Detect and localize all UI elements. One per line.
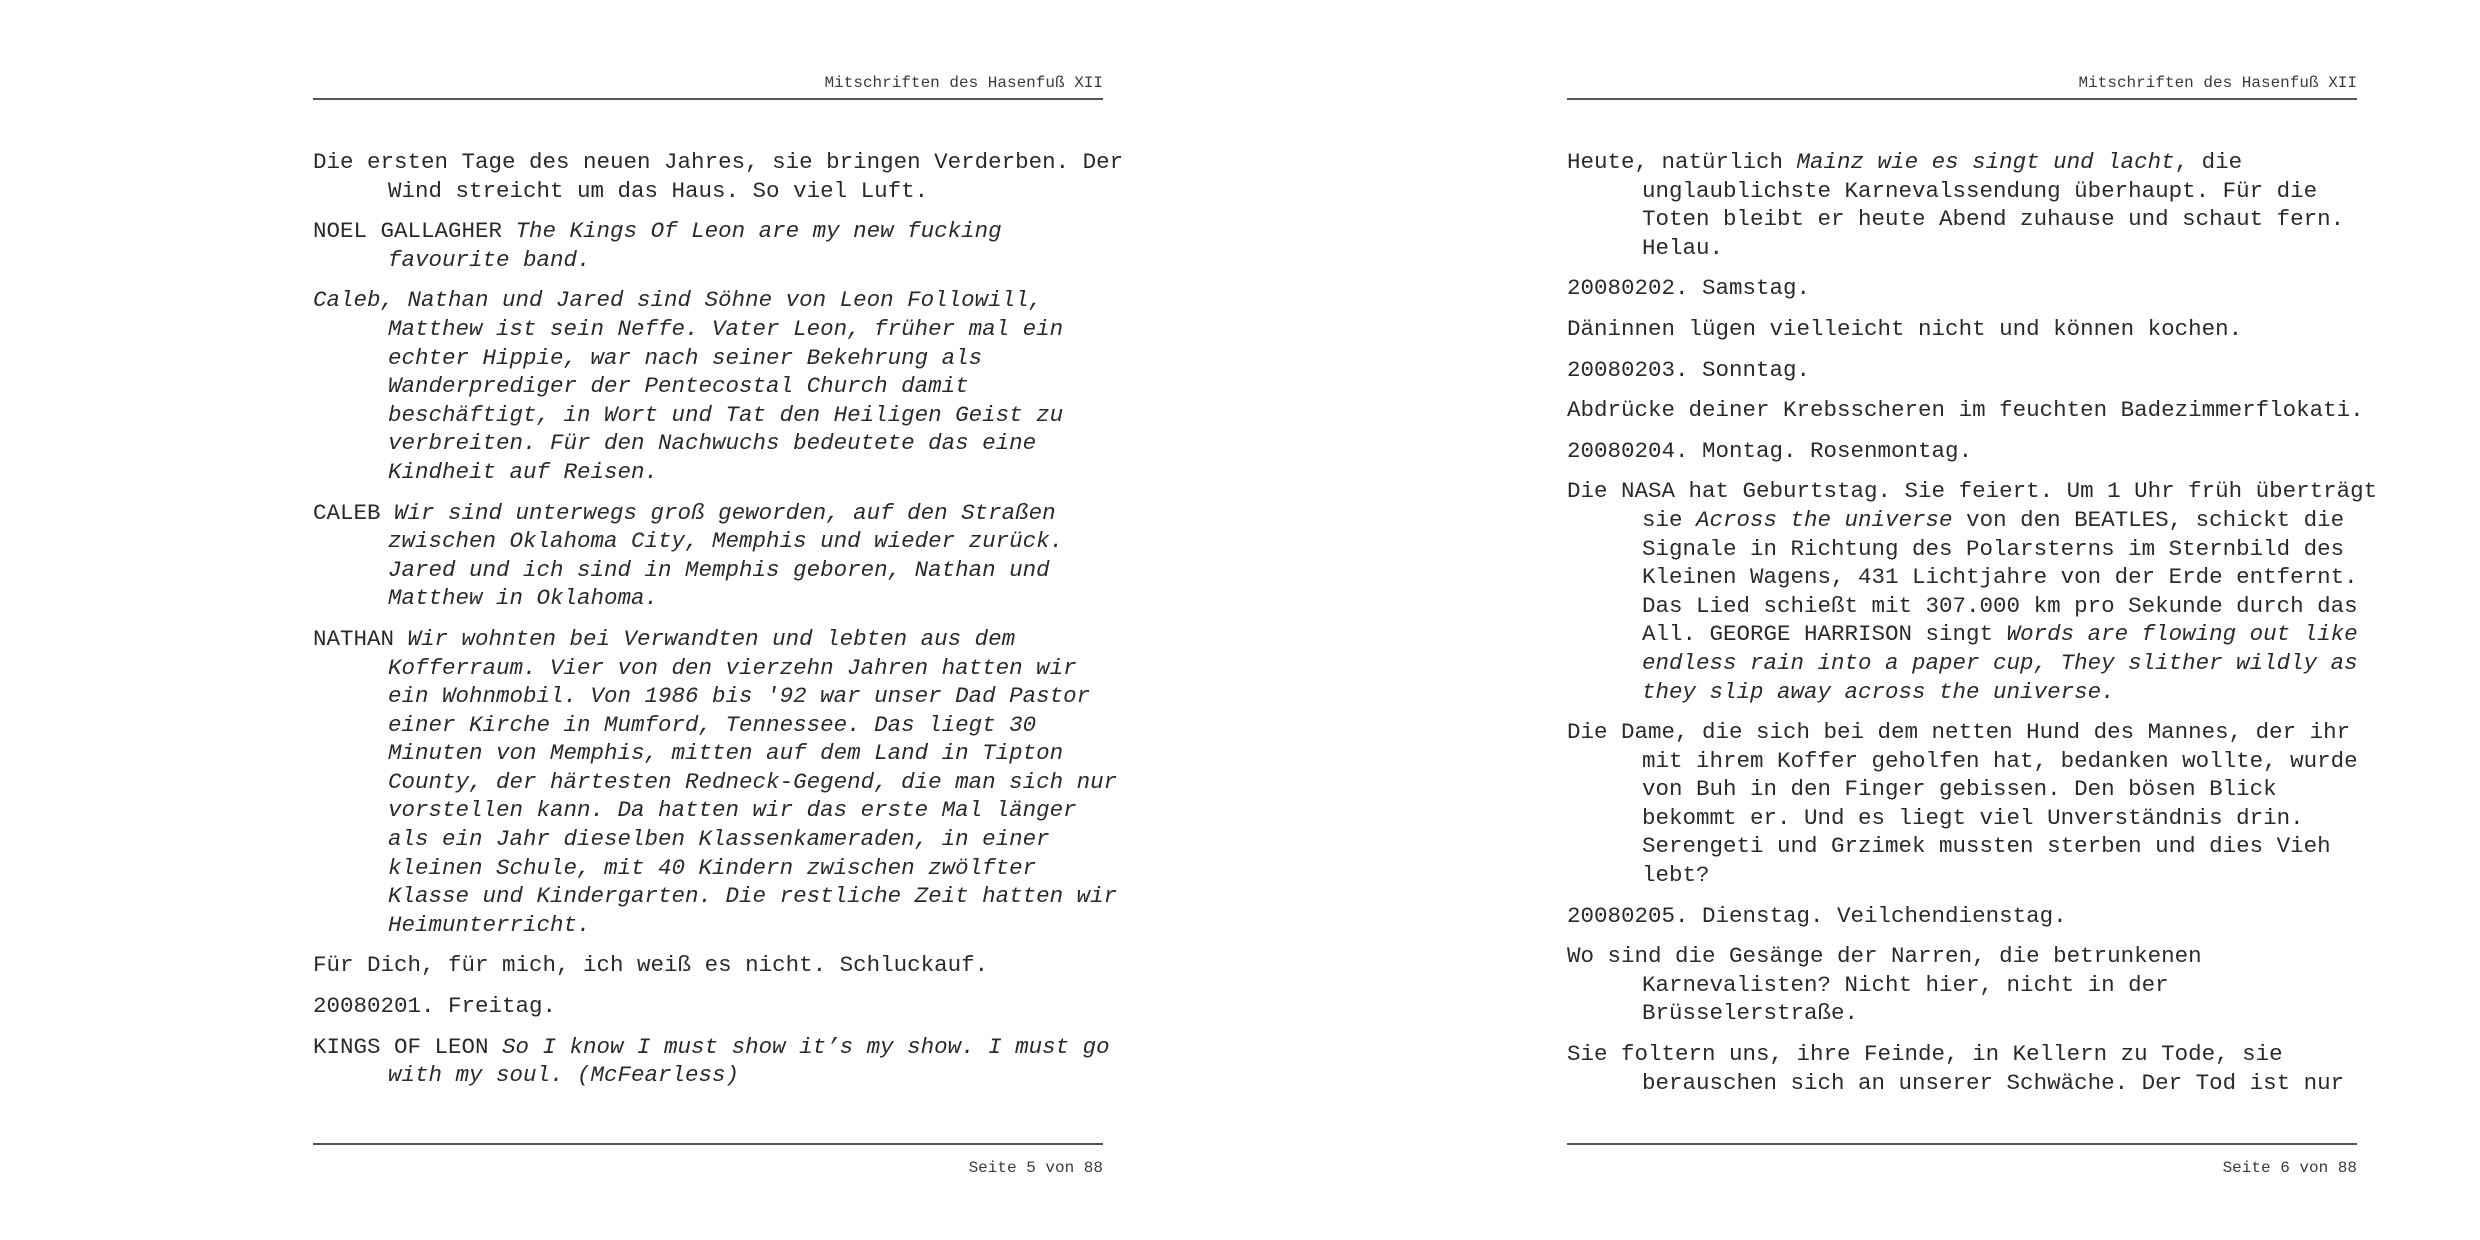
text-run: bekommt er. Und es liegt viel Unverständnis drin. bbox=[1642, 804, 2304, 831]
text-line bbox=[388, 372, 1103, 401]
italic-text: Klasse und Kindergarten. Die restliche Zeit hatten wir bbox=[388, 883, 1118, 910]
text-line bbox=[1642, 205, 2357, 234]
italic-text: beschäftigt, in Wort und Tat den Heiligen Geist zu bbox=[388, 401, 1064, 428]
italic-text: Minuten von Memphis, mitten auf dem Land in Tipton bbox=[388, 740, 1064, 767]
text-line bbox=[388, 556, 1103, 585]
page-body bbox=[1567, 148, 2378, 1109]
paragraph bbox=[1567, 942, 2357, 1028]
text-run: , die bbox=[2174, 149, 2243, 175]
text-run: Heute, natürlich bbox=[1567, 149, 1797, 175]
text-line bbox=[1567, 274, 2357, 303]
page-header bbox=[1567, 74, 2357, 100]
text-line bbox=[1642, 563, 2357, 592]
text-line bbox=[1567, 718, 2357, 747]
text-run: Helau. bbox=[1642, 234, 1724, 261]
header-title: Mitschriften des Hasenfuß XII bbox=[824, 74, 1103, 92]
text-run: CALEB bbox=[313, 499, 395, 526]
text-line bbox=[388, 344, 1103, 373]
italic-text: vorstellen kann. Da hatten wir das erste Mal länger bbox=[388, 797, 1077, 824]
text-line bbox=[388, 796, 1103, 825]
text-run: Das Lied schießt mit 307.000 km pro Sekunde durch das bbox=[1642, 592, 2358, 619]
italic-text: County, der härtesten Redneck-Gegend, die man sich nur bbox=[388, 768, 1118, 795]
text-line bbox=[313, 217, 1103, 246]
paragraph bbox=[1567, 148, 2357, 262]
page-number: Seite 5 von 88 bbox=[968, 1159, 1103, 1177]
text-run: lebt? bbox=[1642, 862, 1710, 889]
text-line bbox=[313, 625, 1103, 654]
page-right bbox=[1567, 0, 2378, 1240]
italic-text: Wanderprediger der Pentecostal Church damit bbox=[388, 373, 969, 400]
paragraph bbox=[1567, 1040, 2357, 1097]
text-line bbox=[388, 711, 1103, 740]
text-line bbox=[388, 584, 1103, 613]
text-line bbox=[388, 882, 1118, 911]
text-run: 20080204. Montag. Rosenmontag. bbox=[1567, 437, 1973, 464]
italic-text: Kindheit auf Reisen. bbox=[388, 458, 659, 485]
paragraph bbox=[313, 217, 1103, 274]
italic-text: echter Hippie, war nach seiner Bekehrung als bbox=[388, 344, 983, 371]
text-run: unglaublichste Karnevalssendung überhaupt. Für die bbox=[1642, 177, 2318, 204]
italic-text: Words are flowing out like bbox=[2006, 621, 2358, 648]
page-body bbox=[313, 148, 1124, 1102]
text-run: Karnevalisten? Nicht hier, nicht in der bbox=[1642, 971, 2169, 998]
paragraph bbox=[1567, 718, 2357, 890]
text-run: NATHAN bbox=[313, 625, 408, 652]
text-run: Toten bleibt er heute Abend zuhause und schaut fern. bbox=[1642, 206, 2345, 233]
text-line bbox=[313, 148, 1124, 177]
text-line bbox=[1642, 620, 2357, 649]
text-run: Signale in Richtung des Polarsterns im Sternbild des bbox=[1642, 535, 2345, 562]
text-run: All. GEORGE HARRISON singt bbox=[1642, 621, 2007, 648]
text-line bbox=[388, 654, 1103, 683]
text-line bbox=[1642, 177, 2357, 206]
text-line bbox=[1642, 804, 2357, 833]
text-line bbox=[388, 246, 1103, 275]
text-line bbox=[388, 682, 1103, 711]
italic-text: Wir wohnten bei Verwandten und lebten aus dem bbox=[407, 625, 1016, 652]
italic-text: Matthew ist sein Neffe. Vater Leon, früher mal ein bbox=[388, 315, 1064, 342]
text-run: Abdrücke deiner Krebsscheren im feuchten Badezimmerflokati. bbox=[1567, 397, 2364, 424]
text-line bbox=[1642, 678, 2357, 707]
text-run: KINGS OF LEON bbox=[313, 1033, 503, 1060]
italic-text: einer Kirche in Mumford, Tennessee. Das liegt 30 bbox=[388, 711, 1037, 738]
text-line bbox=[1567, 356, 2357, 385]
text-line bbox=[388, 177, 1103, 206]
text-run: 20080203. Sonntag. bbox=[1567, 356, 1811, 383]
text-line bbox=[313, 1033, 1110, 1062]
italic-text: favourite band. bbox=[388, 246, 591, 273]
italic-text: verbreiten. Für den Nachwuchs bedeutete das eine bbox=[388, 430, 1037, 457]
text-run: von Buh in den Finger gebissen. Den bösen Blick bbox=[1642, 776, 2277, 803]
italic-text: Kofferraum. Vier von den vierzehn Jahren hatten wir bbox=[388, 654, 1077, 681]
italic-text: Heimunterricht. bbox=[388, 911, 591, 938]
paragraph bbox=[313, 1033, 1110, 1090]
page-footer bbox=[313, 1143, 1103, 1177]
text-line bbox=[388, 315, 1103, 344]
page-left bbox=[313, 0, 1124, 1240]
text-line bbox=[1642, 861, 2357, 890]
italic-text: ein Wohnmobil. Von 1986 bis '92 war unser Dad Pastor bbox=[388, 683, 1091, 710]
text-run: NOEL GALLAGHER bbox=[313, 218, 516, 245]
text-line bbox=[1642, 506, 2357, 535]
paragraph bbox=[1567, 477, 2378, 706]
text-run: Für Dich, für mich, ich weiß es nicht. Schluckauf. bbox=[313, 952, 989, 979]
text-line bbox=[1567, 942, 2357, 971]
header-title: Mitschriften des Hasenfuß XII bbox=[2078, 74, 2357, 92]
text-run: Die NASA hat Geburtstag. Sie feiert. Um 1 Uhr früh überträgt bbox=[1567, 478, 2378, 505]
text-line bbox=[388, 1061, 1103, 1090]
text-line bbox=[388, 768, 1118, 797]
paragraph bbox=[1567, 356, 2357, 385]
text-run: Serengeti und Grzimek mussten sterben und dies Vieh bbox=[1642, 833, 2331, 860]
text-line bbox=[1567, 396, 2364, 425]
text-line bbox=[1642, 747, 2357, 776]
italic-text: So I know I must show it’s my show. I must go bbox=[502, 1033, 1110, 1060]
text-line bbox=[1642, 999, 2357, 1028]
text-line bbox=[1642, 535, 2357, 564]
paragraph bbox=[1567, 315, 2357, 344]
text-line bbox=[1567, 148, 2357, 177]
text-line bbox=[1567, 315, 2357, 344]
italic-text: zwischen Oklahoma City, Memphis und wieder zurück. bbox=[388, 528, 1064, 555]
text-run: Wind streicht um das Haus. So viel Luft. bbox=[388, 177, 929, 204]
text-run: Die Dame, die sich bei dem netten Hund des Mannes, der ihr bbox=[1567, 719, 2351, 746]
text-line bbox=[313, 286, 1103, 315]
text-run: mit ihrem Koffer geholfen hat, bedanken wollte, wurde bbox=[1642, 747, 2358, 774]
text-run: Sie foltern uns, ihre Feinde, in Kellern zu Tode, sie bbox=[1567, 1041, 2283, 1068]
text-line bbox=[388, 854, 1103, 883]
text-run: von den BEATLES, schickt die bbox=[1952, 506, 2345, 533]
text-line bbox=[1567, 477, 2378, 506]
paragraph bbox=[313, 951, 1103, 980]
text-line bbox=[313, 499, 1103, 528]
text-run: 20080202. Samstag. bbox=[1567, 275, 1811, 302]
italic-text: Mainz wie es singt und lacht bbox=[1796, 149, 2175, 175]
italic-text: Caleb, Nathan und Jared sind Söhne von Leon Followill, bbox=[313, 287, 1043, 314]
paragraph bbox=[313, 992, 1103, 1021]
text-line bbox=[388, 401, 1103, 430]
text-line bbox=[1567, 437, 2357, 466]
text-line bbox=[388, 527, 1103, 556]
paragraph bbox=[313, 499, 1103, 613]
italic-text: they slip away across the universe. bbox=[1642, 678, 2115, 705]
text-line bbox=[1642, 775, 2357, 804]
text-line bbox=[1642, 234, 2357, 263]
text-run: Die ersten Tage des neuen Jahres, sie bringen Verderben. Der bbox=[313, 149, 1124, 175]
page-number: Seite 6 von 88 bbox=[2222, 1159, 2357, 1177]
text-line bbox=[1642, 1069, 2357, 1098]
paragraph bbox=[313, 148, 1124, 205]
text-run: 20080201. Freitag. bbox=[313, 993, 557, 1020]
text-line bbox=[1642, 832, 2357, 861]
text-line bbox=[388, 458, 1103, 487]
paragraph bbox=[313, 286, 1103, 486]
italic-text: The Kings Of Leon are my new fucking bbox=[515, 218, 1002, 245]
paragraph bbox=[1567, 437, 2357, 466]
page-footer bbox=[1567, 1143, 2357, 1177]
text-line bbox=[313, 992, 1103, 1021]
text-line bbox=[388, 429, 1103, 458]
text-run: sie bbox=[1642, 506, 1697, 533]
italic-text: kleinen Schule, mit 40 Kindern zwischen zwölfter bbox=[388, 854, 1037, 881]
paragraph bbox=[1567, 902, 2357, 931]
text-line bbox=[388, 825, 1103, 854]
text-line bbox=[1567, 1040, 2357, 1069]
text-run: Brüsselerstraße. bbox=[1642, 1000, 1859, 1027]
italic-text: Across the universe bbox=[1696, 506, 1953, 533]
text-run: berauschen sich an unserer Schwäche. Der Tod ist nur bbox=[1642, 1069, 2345, 1096]
paragraph bbox=[1567, 274, 2357, 303]
italic-text: with my soul. (McFearless) bbox=[388, 1062, 740, 1089]
text-run: Wo sind die Gesänge der Narren, die betrunkenen bbox=[1567, 943, 2202, 970]
paragraph bbox=[313, 625, 1118, 940]
text-line bbox=[388, 739, 1103, 768]
italic-text: endless rain into a paper cup, They slither wildly as bbox=[1642, 649, 2358, 676]
text-line bbox=[1567, 902, 2357, 931]
text-line bbox=[313, 951, 1103, 980]
italic-text: als ein Jahr dieselben Klassenkameraden, in einer bbox=[388, 826, 1050, 853]
paragraph bbox=[1567, 396, 2364, 425]
text-line bbox=[1642, 649, 2357, 678]
text-run: Kleinen Wagens, 431 Lichtjahre von der Erde entfernt. bbox=[1642, 564, 2358, 591]
italic-text: Wir sind unterwegs groß geworden, auf den Straßen bbox=[394, 499, 1056, 526]
italic-text: Matthew in Oklahoma. bbox=[388, 585, 659, 612]
page-header bbox=[313, 74, 1103, 100]
text-line bbox=[1642, 592, 2357, 621]
text-line bbox=[1642, 971, 2357, 1000]
text-run: Däninnen lügen vielleicht nicht und können kochen. bbox=[1567, 315, 2243, 342]
text-line bbox=[388, 911, 1103, 940]
italic-text: Jared und ich sind in Memphis geboren, Nathan und bbox=[388, 556, 1050, 583]
text-run: 20080205. Dienstag. Veilchendienstag. bbox=[1567, 902, 2067, 929]
